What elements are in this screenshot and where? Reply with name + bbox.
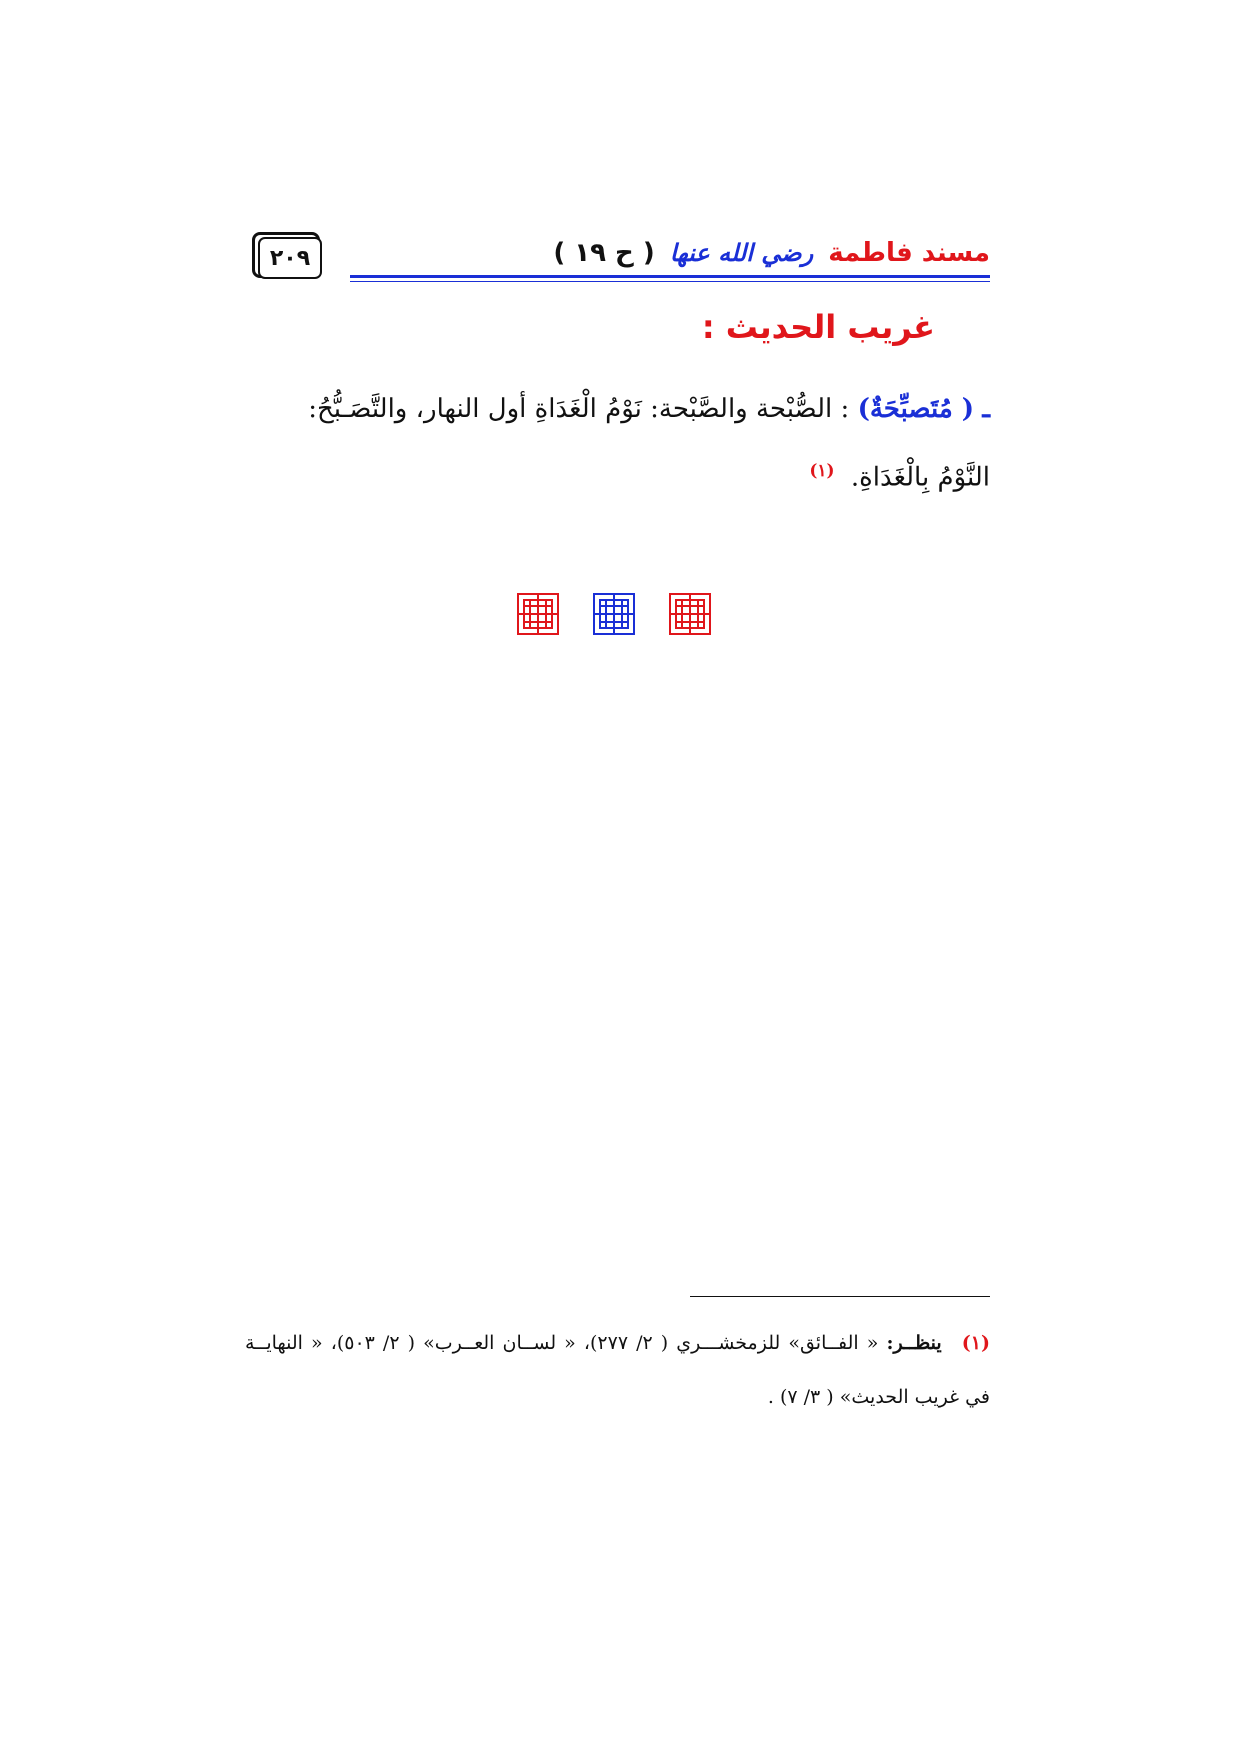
entry-dash: ـ	[982, 394, 990, 424]
entry-definition-line1: الصُّبْحة والصَّبْحة: نَوْمُ الْغَدَاةِ أول النهار، والتَّصَـبُّحُ:	[308, 394, 833, 424]
footnote-lead: ينظــر:	[886, 1332, 942, 1354]
page-number-box	[252, 232, 322, 278]
ornament-knot-icon	[592, 592, 636, 636]
section-heading: غريب الحديث :	[701, 308, 935, 346]
page-number: ٢٠٩	[258, 237, 322, 279]
footnote	[245, 1316, 990, 1424]
running-title-hadith-number: ( ح ١٩ )	[553, 238, 655, 268]
entry-definition-line2: النَّوْمُ بِالْغَدَاةِ.	[850, 462, 990, 493]
footnote-separator	[690, 1296, 990, 1297]
ornament-knot-icon	[668, 592, 712, 636]
running-title-name: مسند فاطمة	[828, 238, 990, 268]
footnote-reference[interactable]: (١)	[809, 461, 835, 481]
gloss-entry	[250, 378, 990, 509]
section-divider-ornaments	[516, 592, 712, 636]
footnote-number: (١)	[961, 1332, 990, 1354]
entry-term: ( مُتَصبِّحَةٌ)	[857, 394, 975, 424]
running-title	[553, 238, 990, 268]
ornament-knot-icon	[516, 592, 560, 636]
header-rule	[350, 275, 990, 278]
entry-colon: :	[832, 394, 850, 424]
running-title-honorific: رضي الله عنها	[669, 239, 814, 267]
header-rule-thin	[350, 281, 990, 282]
footnote-text: « الفــائق» للزمخشـــري ( ٢/ ٢٧٧)، « لســان العــرب» ( ٢/ ٥٠٣)، « النهايــة في غريب الحديث» ( ٣/ ٧) .	[245, 1332, 990, 1408]
